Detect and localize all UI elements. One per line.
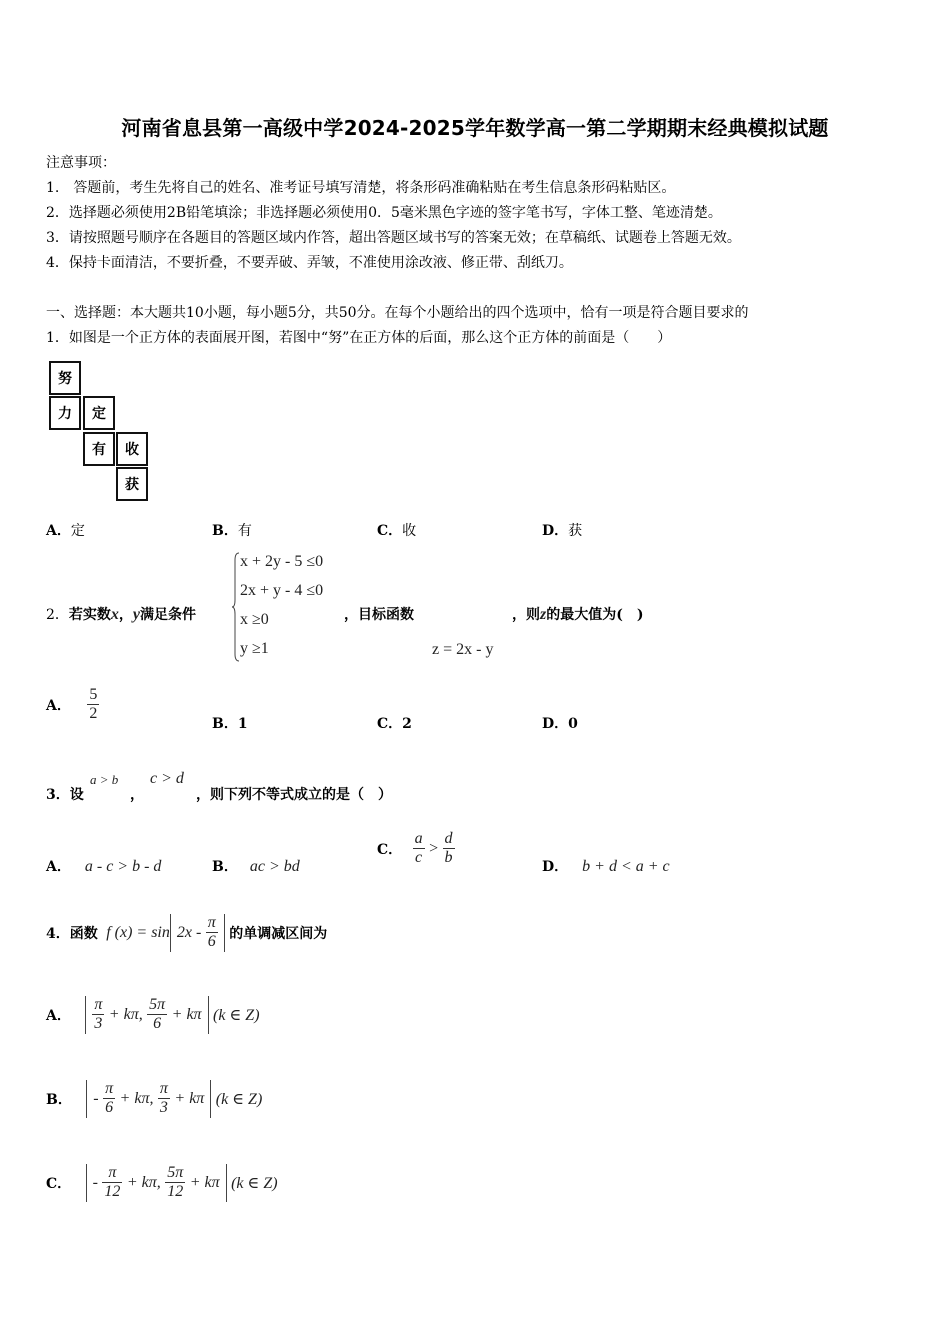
q2-option-a[interactable]: A． $\frac{5}{2}$ <box>46 686 98 723</box>
constraint-1: x + 2y - 5 ≤0 <box>240 553 324 570</box>
q3-sep: ， <box>130 787 144 803</box>
notice-heading: 注意事项： <box>46 155 116 171</box>
q3-stem: ，则下列不等式成立的是（ ） <box>196 787 392 803</box>
q2-question: ，则z的最大值为( ) <box>512 606 644 623</box>
page-title: 河南省息县第一高级中学2024-2025学年数学高一第二学期期末经典模拟试题 <box>121 116 829 140</box>
q1-option-c[interactable]: C．收 <box>377 523 417 539</box>
constraint-4: y ≥1 <box>240 640 269 657</box>
q3-prefix: 3．设 <box>46 787 84 803</box>
q1-option-a[interactable]: A．定 <box>46 523 85 539</box>
q3-option-a[interactable]: A． a - c > b - d <box>46 858 162 875</box>
notice-item-2: 2．选择题必须使用2B铅笔填涂；非选择题必须使用0．5毫米黑色字迹的签字笔书写，字体工整、笔迹清楚。 <box>46 205 722 221</box>
net-cell: 收 <box>116 432 148 466</box>
q2-objective-label: ，目标函数 <box>344 607 414 623</box>
net-cell: 努 <box>49 361 81 395</box>
q3-option-c[interactable]: C． $\frac{a}{c}$ > $\frac{d}{b}$ <box>377 830 453 867</box>
q3-option-b[interactable]: B． ac > bd <box>212 858 300 875</box>
notice-item-4: 4．保持卡面清洁，不要折叠，不要弄破、弄皱，不准使用涂改液、修正带、刮纸刀。 <box>46 255 573 271</box>
system-brace <box>232 552 240 662</box>
q2-stem: 2．若实数x，y满足条件 <box>46 606 197 623</box>
net-cell: 定 <box>83 396 115 430</box>
q1-option-d[interactable]: D．获 <box>542 523 583 539</box>
q2-option-b[interactable]: B．1 <box>212 716 248 732</box>
net-cell: 力 <box>49 396 81 430</box>
constraint-3: x ≥0 <box>240 611 269 628</box>
notice-item-1: 1. 答题前，考生先将自己的姓名、准考证号填写清楚，将条形码准确粘贴在考生信息条形码粘贴区。 <box>46 180 676 196</box>
q4-option-a[interactable]: A． $\frac{\pi}{3}$ + kπ, $\frac{5\pi}{6}$ + kπ (k ∈ Z) <box>46 996 260 1033</box>
q3-cond-1: a > b <box>90 772 119 787</box>
q3-cond-2: c > d <box>150 770 184 787</box>
net-cell: 有 <box>83 432 115 466</box>
section-heading: 一、选择题：本大题共10小题，每小题5分，共50分。在每个小题给出的四个选项中，恰有一项是符合题目要求的 <box>46 305 749 321</box>
q2-option-c[interactable]: C．2 <box>377 716 412 732</box>
q4-option-b[interactable]: B． - $\frac{\pi}{6}$ + kπ, $\frac{\pi}{3}$ + kπ (k ∈ Z) <box>46 1080 263 1117</box>
q3-option-d[interactable]: D． b + d < a + c <box>542 858 670 875</box>
q4-option-c[interactable]: C． - $\frac{\pi}{12}$ + kπ, $\frac{5\pi}{12}$ + kπ (k ∈ Z) <box>46 1164 278 1201</box>
constraint-2: 2x + y - 4 ≤0 <box>240 582 324 599</box>
q4-stem: 4．函数 f (x) = sin 2x - $\frac{\pi}{6}$ 的单调减区间为 <box>46 914 328 951</box>
q1-stem: 1．如图是一个正方体的表面展开图，若图中“努”在正方体的后面，那么这个正方体的前面是（ ） <box>46 330 672 346</box>
net-cell: 获 <box>116 467 148 501</box>
q2-option-d[interactable]: D．0 <box>542 716 578 732</box>
q1-option-b[interactable]: B．有 <box>212 523 252 539</box>
q2-objective: z = 2x - y <box>432 641 494 658</box>
notice-item-3: 3．请按照题号顺序在各题目的答题区域内作答，超出答题区域书写的答案无效；在草稿纸、试题卷上答题无效。 <box>46 230 741 246</box>
